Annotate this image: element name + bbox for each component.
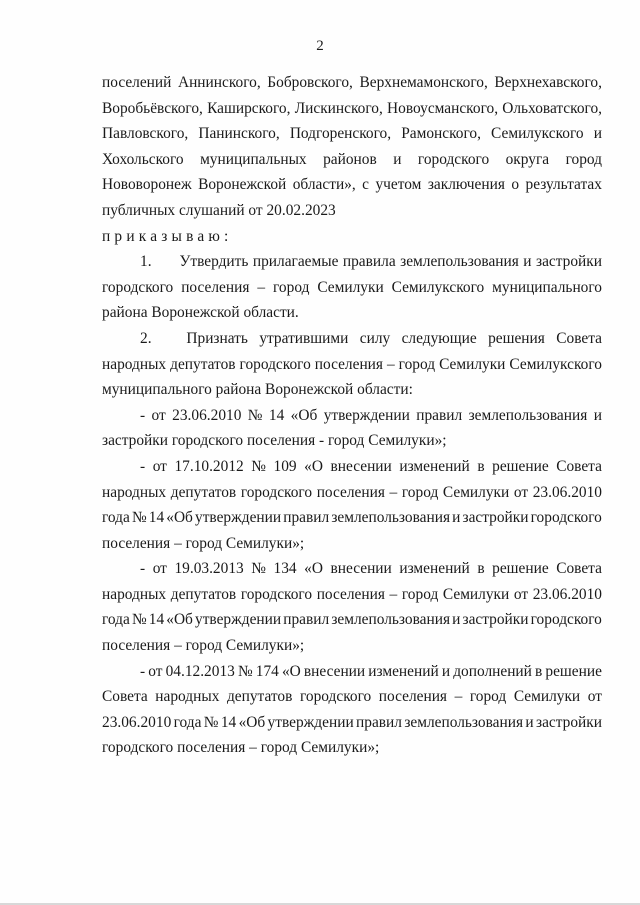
text-line [102, 147, 602, 173]
text-line [102, 735, 602, 761]
word: муниципальных [200, 150, 307, 168]
word: решение [492, 457, 549, 475]
word: года [102, 509, 130, 527]
word: правил [356, 713, 402, 731]
word: № [237, 662, 253, 680]
word: в [535, 662, 543, 680]
document-body [102, 70, 602, 761]
word: внесении [303, 662, 366, 680]
page-number: 2 [316, 38, 324, 54]
word: Подгоренского, [289, 125, 392, 143]
word: народных [155, 688, 220, 706]
word: поселения [314, 355, 383, 373]
word: депутатов [170, 585, 237, 603]
word: Аннинского, [177, 74, 261, 91]
word: решение [545, 662, 602, 680]
word: округа [505, 150, 550, 168]
word: от [152, 457, 167, 475]
word: учетом [375, 176, 422, 194]
word: муниципального [492, 278, 602, 296]
word: Семилуки [439, 355, 506, 373]
line-text: поселения – город Семилуки»; [102, 637, 305, 655]
word: в [477, 560, 485, 578]
word: о [511, 176, 520, 194]
word: - [140, 662, 146, 680]
word: внесении [330, 457, 392, 475]
word: дополнений [453, 662, 532, 680]
word: Совета [556, 329, 602, 347]
word: депутатов [226, 688, 293, 706]
word: утратившими [259, 329, 349, 347]
word: землепользования [404, 713, 524, 731]
word: Верхнемамонского, [359, 74, 488, 91]
word: поселений [102, 74, 172, 91]
text-line [102, 428, 602, 454]
word: Верхнехавского, [494, 74, 602, 91]
word: «Об [166, 611, 193, 629]
word: от [151, 406, 166, 424]
word: Бобровского, [267, 74, 353, 91]
word: землепользования [331, 509, 451, 527]
word: «О [281, 662, 301, 680]
word: - [140, 457, 146, 475]
word: и [593, 125, 602, 143]
word: землепользования [468, 406, 588, 424]
text-line [102, 480, 602, 506]
word: правил [416, 406, 463, 424]
word: – [257, 278, 266, 296]
text-line [102, 300, 602, 326]
word: застройки [536, 253, 602, 271]
word: поселения [378, 688, 448, 706]
word: – [454, 688, 463, 706]
word: – [386, 355, 395, 373]
word: правила [342, 253, 396, 271]
word: город [469, 688, 507, 706]
word: от [587, 688, 602, 706]
text-line [102, 172, 602, 198]
item-number: 2. [140, 329, 152, 347]
text-line [102, 505, 602, 531]
word: прилагаемые [252, 253, 339, 271]
text-line [102, 121, 602, 147]
word: внесении [330, 560, 392, 578]
word: от [152, 560, 167, 578]
word: поселения [181, 278, 250, 296]
word: 109 [273, 457, 297, 475]
word: землепользования [400, 253, 519, 271]
word: Воробьёвского, [102, 99, 203, 117]
word: правил [283, 611, 330, 629]
word: «Об [290, 406, 318, 424]
word: Хохольского [102, 150, 184, 168]
text-line [102, 659, 602, 685]
word: № [251, 560, 266, 578]
word: Семилуки [317, 278, 384, 296]
word: городского [102, 278, 174, 296]
text-line [102, 633, 602, 659]
word: утверждении [323, 406, 410, 424]
word: решения [488, 329, 545, 347]
word: город [398, 355, 436, 373]
word: 19.03.2013 [174, 560, 244, 578]
line-text: района Воронежской области. [102, 304, 299, 322]
word: Семилуки [442, 483, 510, 501]
word: изменений [399, 457, 470, 475]
word: районов [323, 150, 377, 168]
word: «Об [166, 509, 193, 527]
word: Семилукского [391, 278, 485, 296]
word: 04.12.2013 [165, 662, 235, 680]
word: – [389, 585, 398, 603]
word: от [148, 662, 163, 680]
item-number: 1. [140, 253, 152, 271]
line-text: публичных слушаний от 20.02.2023 [102, 201, 336, 219]
word: городского [239, 355, 311, 373]
text-line [102, 607, 602, 633]
word: Совета [556, 457, 602, 475]
word: № [131, 509, 147, 527]
word: «Об [238, 713, 266, 731]
word: депутатов [170, 483, 237, 501]
word: № [251, 457, 266, 475]
text-line [102, 531, 602, 557]
word: 14 [148, 611, 165, 629]
word: и [525, 713, 534, 731]
word: от [513, 483, 529, 501]
word: Павловского, [102, 125, 189, 143]
word: 14 [148, 509, 165, 527]
word: 23.06.2010 [532, 585, 602, 603]
word: 174 [255, 662, 279, 680]
word: застройки [462, 509, 529, 527]
text-line [102, 275, 602, 301]
line-text: муниципального района Воронежской области: [102, 381, 413, 399]
word: области», [292, 176, 356, 194]
word: застройки [536, 713, 602, 731]
word: 17.10.2012 [174, 457, 244, 475]
text-line [102, 582, 602, 608]
text-line [102, 326, 602, 352]
word: следующие [401, 329, 477, 347]
word: Ольховатского, [502, 99, 602, 117]
word: года [173, 713, 202, 731]
word: года [102, 611, 130, 629]
word: депутатов [170, 355, 236, 373]
word: Совета [556, 560, 602, 578]
word: Совета [102, 688, 148, 706]
text-line [102, 96, 602, 122]
word: город [401, 585, 439, 603]
word: городского [240, 483, 313, 501]
word: - [140, 406, 146, 424]
word: № [247, 406, 263, 424]
word: город [401, 483, 439, 501]
text-line [102, 249, 602, 275]
word: и [452, 611, 461, 629]
word: Утвердить [179, 253, 249, 271]
word: и [393, 150, 402, 168]
word: Воронежской [198, 176, 287, 194]
word: народных [102, 483, 167, 501]
word: силу [359, 329, 391, 347]
word: заключения [427, 176, 505, 194]
line-text: застройки городского поселения - город Семилуки»; [102, 432, 447, 450]
word: поселения [316, 585, 385, 603]
word: 14 [268, 406, 285, 424]
word: с [362, 176, 370, 194]
word: Лискинского, [294, 99, 383, 117]
text-line [102, 70, 602, 96]
word: Признать [186, 329, 248, 347]
line-text: городского поселения – город Семилуки»; [102, 739, 380, 757]
word: Семилуки [513, 688, 581, 706]
text-line [102, 198, 602, 224]
word: – [389, 483, 398, 501]
word: изменений [399, 560, 470, 578]
word: результатах [525, 176, 602, 194]
word: Семилуки [442, 585, 510, 603]
word: город [273, 278, 310, 296]
word: 23.06.2010 [172, 406, 242, 424]
word: Семилукского [491, 125, 584, 143]
text-line [102, 352, 602, 378]
text-line [102, 454, 602, 480]
word: № [203, 713, 219, 731]
word: городского [240, 585, 313, 603]
word: Каширского, [207, 99, 291, 117]
word: Семилукского [509, 355, 602, 373]
order-heading: приказываю: [102, 227, 233, 245]
word: «О [304, 560, 323, 578]
word: городского [299, 688, 372, 706]
text-line [102, 224, 602, 250]
word: городского [530, 611, 602, 629]
word: «О [304, 457, 323, 475]
word: - [140, 560, 146, 578]
text-line [102, 684, 602, 710]
word: застройки [462, 611, 529, 629]
text-line [102, 403, 602, 429]
word: народных [102, 585, 167, 603]
word: утверждении [195, 611, 282, 629]
word: поселения [316, 483, 385, 501]
word: город [565, 150, 602, 168]
word: в [477, 457, 485, 475]
word: и [452, 509, 461, 527]
word: Рамонского, [401, 125, 481, 143]
word: 23.06.2010 [102, 713, 172, 731]
word: Новоусманского, [387, 99, 499, 117]
word: решение [492, 560, 549, 578]
text-line [102, 710, 602, 736]
word: городского [417, 150, 490, 168]
word: 14 [220, 713, 237, 731]
word: № [131, 611, 147, 629]
word: 134 [273, 560, 297, 578]
word: Панинского, [198, 125, 280, 143]
word: и [441, 662, 451, 680]
text-line [102, 556, 602, 582]
line-text: поселения – город Семилуки»; [102, 534, 305, 552]
word: правил [283, 509, 330, 527]
word: землепользования [331, 611, 451, 629]
text-line [102, 377, 602, 403]
word: изменений [368, 662, 439, 680]
word: городского [530, 509, 602, 527]
word: народных [102, 355, 167, 373]
word: 23.06.2010 [532, 483, 602, 501]
word: и [523, 253, 532, 271]
word: Нововоронеж [102, 176, 192, 194]
word: утверждении [267, 713, 354, 731]
word: и [593, 406, 602, 424]
word: утверждении [195, 509, 282, 527]
word: от [513, 585, 529, 603]
